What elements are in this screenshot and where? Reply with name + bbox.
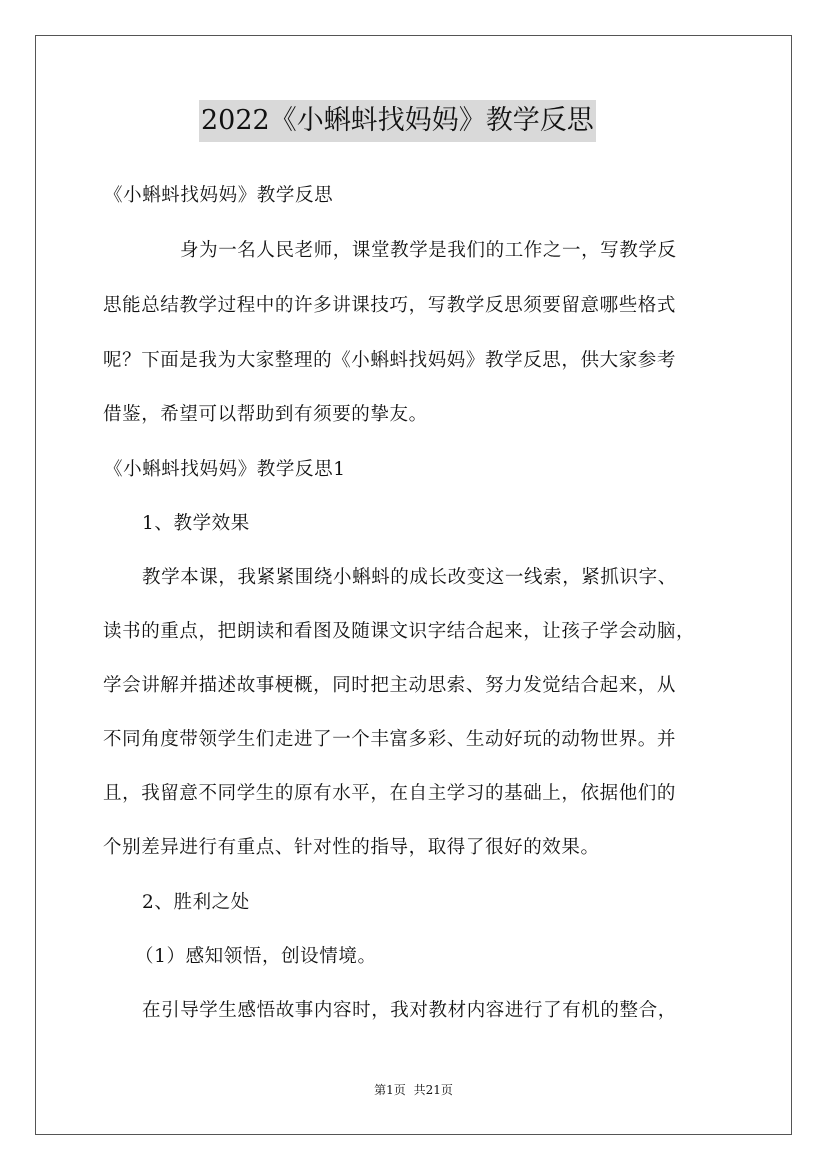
body-line: 在引导学生感悟故事内容时，我对教材内容进行了有机的整合， (142, 1000, 677, 1021)
sub-heading: （1）感知领悟，创设情境。 (135, 946, 377, 967)
page-number: 第1页 (374, 1083, 406, 1097)
body-line: 读书的重点，把朗读和看图及随课文识字结合起来，让孩子学会动脑， (103, 621, 696, 642)
intro-line: 身为一名人民老师，课堂教学是我们的工作之一，写教学反 (180, 240, 677, 261)
section-heading: 《小蝌蚪找妈妈》教学反思1 (104, 459, 346, 480)
point-heading: 2、胜利之处 (142, 892, 250, 913)
body-line: 且，我留意不同学生的原有水平，在自主学习的基础上，依据他们的 (103, 783, 677, 804)
intro-line: 借鉴，希望可以帮助到有须要的挚友。 (103, 404, 428, 425)
page-total: 共21页 (413, 1083, 453, 1097)
document-title: 2022《小蝌蚪找妈妈》教学反思 (199, 100, 596, 142)
body-line: 教学本课，我紧紧围绕小蝌蚪的成长改变这一线索，紧抓识字、 (142, 567, 677, 588)
body-line: 学会讲解并描述故事梗概，同时把主动思索、努力发觉结合起来，从 (103, 675, 677, 696)
subtitle: 《小蝌蚪找妈妈》教学反思 (104, 185, 334, 206)
point-heading: 1、教学效果 (142, 513, 250, 534)
intro-line: 呢？下面是我为大家整理的《小蝌蚪找妈妈》教学反思，供大家参考 (103, 350, 677, 371)
body-line: 个别差异进行有重点、针对性的指导，取得了很好的效果。 (103, 837, 600, 858)
page-footer (0, 1081, 827, 1098)
intro-line: 思能总结教学过程中的许多讲课技巧，写教学反思须要留意哪些格式 (103, 295, 677, 316)
body-line: 不同角度带领学生们走进了一个丰富多彩、生动好玩的动物世界。并 (103, 729, 677, 750)
